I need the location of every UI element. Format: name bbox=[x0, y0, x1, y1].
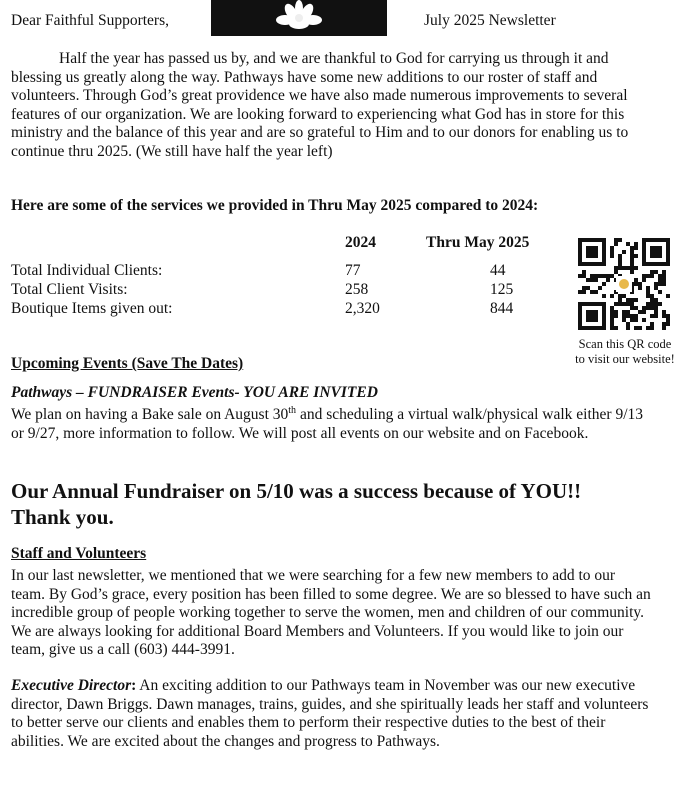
annual-fundraiser-heading bbox=[11, 478, 651, 530]
events-paragraph bbox=[11, 402, 651, 443]
cell-clients-2025: 44 bbox=[490, 262, 506, 279]
qr-caption-line2: to visit our website! bbox=[575, 352, 675, 366]
newsletter-date: July 2025 Newsletter bbox=[424, 12, 556, 29]
intro-text: Half the year has passed us by, and we are thankful to God for carrying us through it and blessing us greatly along the way. Pathways have some new additions to our roster of staff and volunteers. Through God’s great providence we have also made numerous improvements to several features of our organization. We are looking forward to experiencing what God has in store for this ministry and the balance of this year and are so grateful to Him and to our donors for enabling us to continue thru 2025. (We still have half the year left) bbox=[11, 50, 629, 160]
cell-visits-2024: 258 bbox=[345, 281, 369, 298]
executive-colon: : bbox=[131, 677, 137, 694]
fundraiser-title: Pathways – FUNDRAISER Events- YOU ARE INVITED bbox=[11, 384, 378, 401]
staff-heading: Staff and Volunteers bbox=[11, 545, 147, 562]
executive-text bbox=[11, 677, 651, 751]
flower-logo-icon bbox=[211, 0, 387, 36]
cell-boutique-2025: 844 bbox=[490, 300, 514, 317]
row-label-visits: Total Client Visits: bbox=[11, 281, 128, 298]
qr-caption-line1: Scan this QR code bbox=[578, 337, 672, 351]
executive-label: Executive Director bbox=[11, 677, 132, 694]
staff-text: In our last newsletter, we mentioned that we were searching for a few new members to add to our team. By God’s grace, every position has been filled to some degree. We are so blessed to have such an incredible group of people working together to serve the women, men and children of our community. We are always looking for additional Board Members and Volunteers. If you would like to join our team, give us a call (603) 444-3991. bbox=[11, 567, 651, 659]
events-text-sup: th bbox=[288, 405, 297, 416]
column-header-2025: Thru May 2025 bbox=[426, 234, 530, 251]
executive-body: An exciting addition to our Pathways team in November was our new executive director, Dawn Briggs. Dawn manages, trains, guides, and she spiritually leads her staff and volunteers to better serve our clients and enables them to perform their respective duties to the best of their abilities. We are excited about the changes and progress to Pathways. bbox=[11, 677, 649, 750]
events-heading: Upcoming Events (Save The Dates) bbox=[11, 355, 244, 372]
qr-code-icon bbox=[578, 238, 670, 330]
qr-caption bbox=[565, 337, 684, 367]
cell-clients-2024: 77 bbox=[345, 262, 361, 279]
events-text-part1: We plan on having a Bake sale on August 30 bbox=[11, 406, 289, 424]
row-label-boutique: Boutique Items given out: bbox=[11, 300, 173, 317]
qr-code[interactable] bbox=[578, 238, 670, 330]
staff-paragraph bbox=[11, 567, 651, 660]
annual-heading-line2: Thank you. bbox=[11, 505, 114, 529]
events-text-part2: and scheduling a virtual walk/physical walk either 9/13 or 9/27, more information to follow. We will post all events on our website and on Facebook. bbox=[11, 406, 643, 442]
logo-image bbox=[211, 0, 387, 36]
cell-visits-2025: 125 bbox=[490, 281, 514, 298]
events-text bbox=[11, 402, 651, 443]
cell-boutique-2024: 2,320 bbox=[345, 300, 380, 317]
column-header-2024: 2024 bbox=[345, 234, 376, 251]
salutation: Dear Faithful Supporters, bbox=[11, 12, 169, 29]
row-label-clients: Total Individual Clients: bbox=[11, 262, 163, 279]
annual-heading-line1: Our Annual Fundraiser on 5/10 was a success because of YOU!! bbox=[11, 479, 582, 503]
services-heading: Here are some of the services we provided in Thru May 2025 compared to 2024: bbox=[11, 197, 539, 214]
intro-paragraph bbox=[11, 50, 636, 162]
executive-director-paragraph bbox=[11, 677, 651, 751]
